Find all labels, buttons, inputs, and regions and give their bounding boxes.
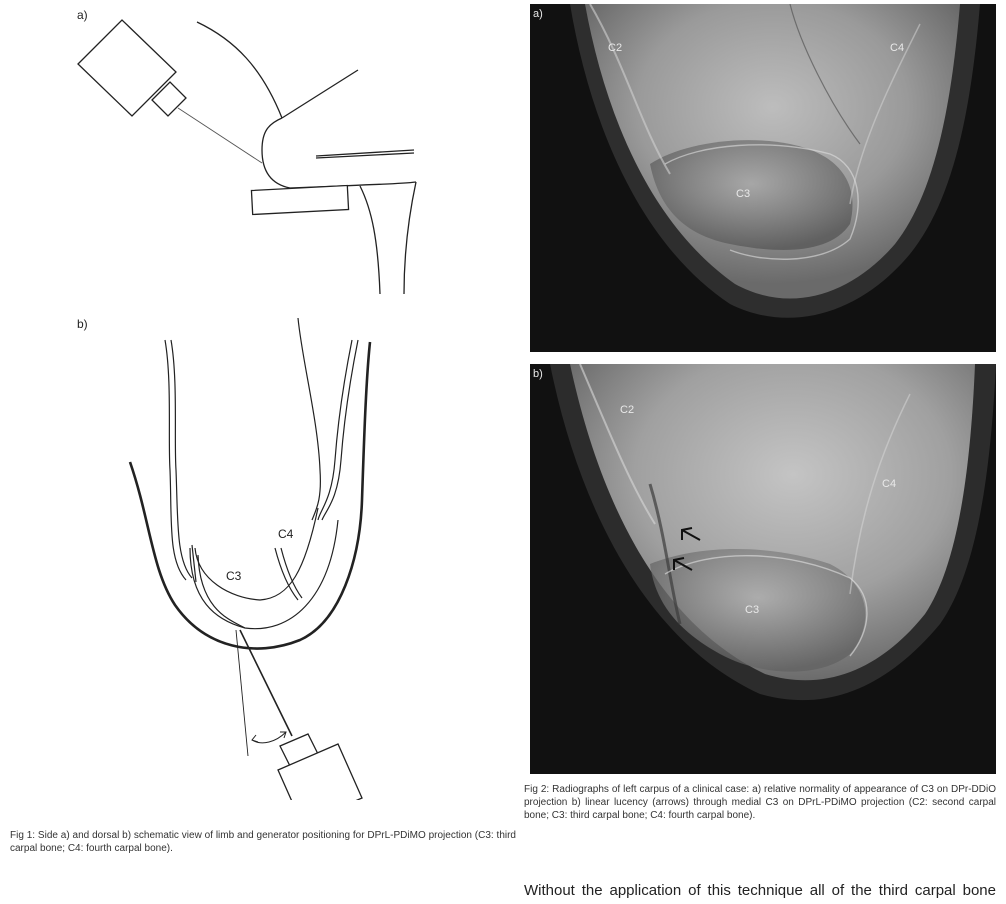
- label-c4: C4: [882, 478, 897, 490]
- limb-side-outline: [197, 22, 416, 294]
- label-c4: C4: [890, 42, 905, 54]
- fig1-caption: Fig 1: Side a) and dorsal b) schematic view of limb and generator positioning for DPrL-PDiMO projection (C3: third carpal bone; C4: fourth carpal bone).: [10, 830, 516, 854]
- xray-generator-icon: [78, 20, 186, 116]
- label-c2: C2: [608, 42, 623, 54]
- fig2-radiograph-a: [530, 4, 996, 352]
- diagram-label-c3: C3: [226, 569, 242, 583]
- xray-generator-icon: [278, 734, 362, 800]
- cassette-plate: [251, 186, 348, 215]
- fig1-panel-a-label: a): [77, 8, 88, 22]
- fig1-dorsal-view-diagram: [120, 310, 380, 800]
- fig1-side-view-diagram: [70, 10, 430, 300]
- panel-label: b): [533, 368, 543, 380]
- fig1-panel-b-label: b): [77, 317, 88, 331]
- diagram-label-c4: C4: [278, 527, 294, 541]
- fig2-caption: Fig 2: Radiographs of left carpus of a clinical case: a) relative normality of appearance of C3 on DPr-DDiO projection b) linear lucency (arrows) through medial C3 on DPrL-PDiMO projection (C2: second carpal bone; C3: third carpal bone; C4: fourth carpal bone).: [524, 784, 996, 821]
- panel-label: a): [533, 8, 543, 20]
- label-c2: C2: [620, 404, 635, 416]
- xray-beam-line: [178, 108, 262, 163]
- body-paragraph-text: Without the application of this technique all of the third carpal bone: [524, 882, 996, 899]
- label-c3: C3: [736, 188, 751, 200]
- label-c3: C3: [745, 604, 760, 616]
- fig2-radiograph-b: [530, 364, 996, 774]
